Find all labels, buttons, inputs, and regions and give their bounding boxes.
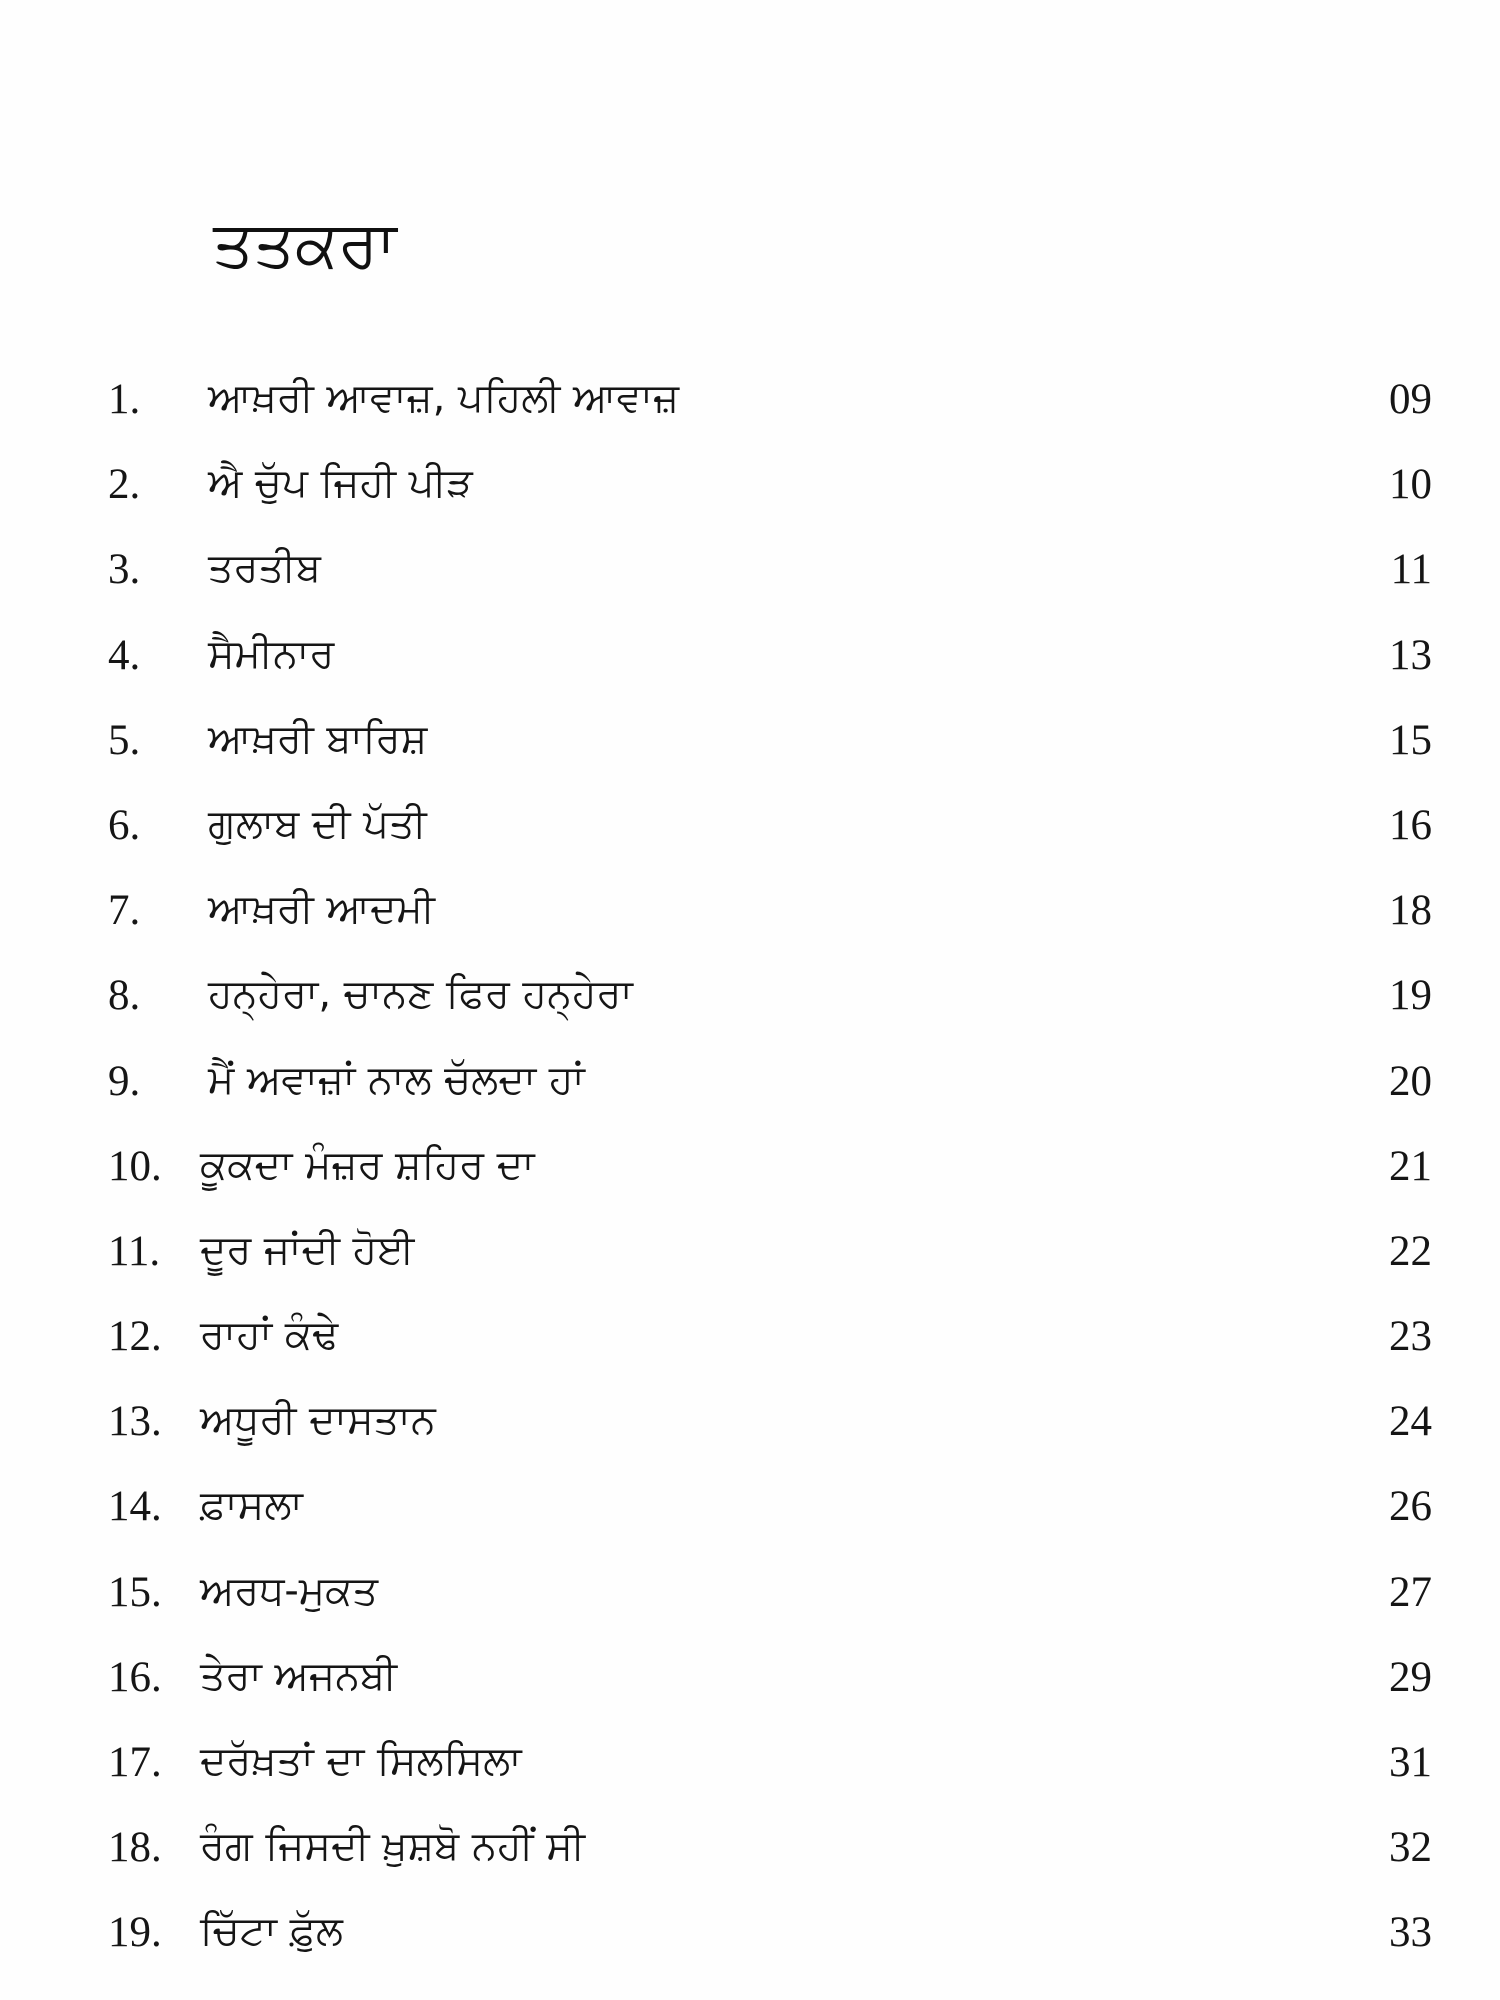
entry-title: ਦੂਰ ਜਾਂਦੀ ਹੋਈ: [200, 1226, 415, 1273]
entry-page-number: 11: [1390, 546, 1432, 594]
toc-entry: [0, 956, 1500, 1041]
entry-title: ਅਰਧ-ਮੁਕਤ: [200, 1567, 379, 1614]
entry-number: 5.: [108, 716, 141, 764]
entry-page-number: 19: [1389, 972, 1432, 1020]
toc-entry: [0, 360, 1500, 445]
entry-number: 15.: [108, 1568, 162, 1616]
toc-entry: [0, 1723, 1500, 1808]
entry-title: ਆਖ਼ਰੀ ਆਵਾਜ਼, ਪਹਿਲੀ ਆਵਾਜ਼: [208, 375, 680, 421]
entry-page-number: 16: [1389, 801, 1432, 849]
entry-title: ਰਾਹਾਂ ਕੰਢੇ: [200, 1312, 339, 1359]
entry-title: ਅਧੂਰੀ ਦਾਸਤਾਨ: [200, 1397, 436, 1444]
entry-page-number: 15: [1389, 716, 1432, 764]
toc-entry: [0, 786, 1500, 871]
entry-title: ਐ ਚੁੱਪ ਜਿਹੀ ਪੀੜ: [208, 460, 473, 507]
toc-entry: [0, 1467, 1500, 1552]
entry-number: 9.: [108, 1057, 141, 1105]
entry-number: 7.: [108, 887, 141, 935]
entry-title: ਫ਼ਾਸਲਾ: [200, 1482, 303, 1529]
entry-number: 17.: [108, 1739, 162, 1786]
entry-title: ਚਿੱਟਾ ਫ਼ੁੱਲ: [200, 1908, 343, 1955]
entry-page-number: 09: [1389, 376, 1432, 423]
entry-title: ਕੂਕਦਾ ਮੰਜ਼ਰ ਸ਼ਹਿਰ ਦਾ: [200, 1141, 535, 1188]
toc-entry: [0, 616, 1500, 701]
entry-number: 10.: [108, 1142, 162, 1190]
entry-page-number: 26: [1389, 1483, 1432, 1531]
entry-page-number: 21: [1389, 1142, 1432, 1190]
entry-page-number: 13: [1389, 631, 1432, 679]
table-of-contents: [0, 360, 1500, 1979]
entry-page-number: 23: [1389, 1313, 1432, 1361]
entry-number: 16.: [108, 1653, 162, 1701]
entry-page-number: 31: [1389, 1739, 1432, 1786]
entry-number: 12.: [108, 1313, 162, 1361]
page-title: ਤਤਕਰਾ: [213, 208, 397, 282]
toc-entry: [0, 1297, 1500, 1382]
entry-title: ਗੁਲਾਬ ਦੀ ਪੱਤੀ: [208, 800, 427, 847]
toc-entry: [0, 1382, 1500, 1467]
entry-title: ਤਰਤੀਬ: [208, 545, 321, 592]
entry-page-number: 10: [1389, 461, 1432, 509]
entry-number: 3.: [108, 546, 141, 594]
entry-title: ਆਖ਼ਰੀ ਆਦਮੀ: [208, 886, 435, 933]
entry-number: 19.: [108, 1909, 162, 1957]
entry-page-number: 32: [1389, 1824, 1432, 1872]
entry-title: ਤੇਰਾ ਅਜਨਬੀ: [200, 1652, 398, 1699]
entry-page-number: 22: [1389, 1227, 1432, 1275]
entry-number: 6.: [108, 801, 141, 849]
entry-title: ਰੰਗ ਜਿਸਦੀ ਖ਼ੁਸ਼ਬੋ ਨਹੀਂ ਸੀ: [200, 1823, 585, 1870]
entry-page-number: 18: [1389, 887, 1432, 935]
entry-number: 14.: [108, 1483, 162, 1531]
entry-page-number: 27: [1389, 1568, 1432, 1616]
entry-title: ਹਨ੍ਹੇਰਾ, ਚਾਨਣ ਫਿਰ ਹਨ੍ਹੇਰਾ: [208, 971, 633, 1018]
entry-number: 13.: [108, 1398, 162, 1446]
entry-page-number: 29: [1389, 1653, 1432, 1701]
toc-entry: [0, 1553, 1500, 1638]
toc-entry: [0, 1127, 1500, 1212]
toc-entry: [0, 530, 1500, 615]
entry-number: 18.: [108, 1824, 162, 1872]
entry-title: ਸੈਮੀਨਾਰ: [208, 630, 335, 677]
entry-title: ਦਰੱਖ਼ਤਾਂ ਦਾ ਸਿਲਸਿਲਾ: [200, 1738, 522, 1784]
entry-number: 1.: [108, 376, 141, 423]
toc-entry: [0, 1638, 1500, 1723]
entry-page-number: 20: [1389, 1057, 1432, 1105]
entry-title: ਮੈਂ ਅਵਾਜ਼ਾਂ ਨਾਲ ਚੱਲਦਾ ਹਾਂ: [208, 1056, 585, 1103]
entry-page-number: 33: [1389, 1909, 1432, 1957]
entry-title: ਆਖ਼ਰੀ ਬਾਰਿਸ਼: [208, 715, 428, 762]
entry-number: 2.: [108, 461, 141, 509]
toc-entry: [0, 1042, 1500, 1127]
toc-entry: [0, 871, 1500, 956]
toc-entry: [0, 701, 1500, 786]
entry-number: 11.: [108, 1227, 161, 1275]
toc-entry: [0, 1893, 1500, 1978]
entry-number: 4.: [108, 631, 141, 679]
entry-page-number: 24: [1389, 1398, 1432, 1446]
toc-entry: [0, 445, 1500, 530]
toc-entry: [0, 1212, 1500, 1297]
entry-number: 8.: [108, 972, 141, 1020]
toc-entry: [0, 1808, 1500, 1893]
